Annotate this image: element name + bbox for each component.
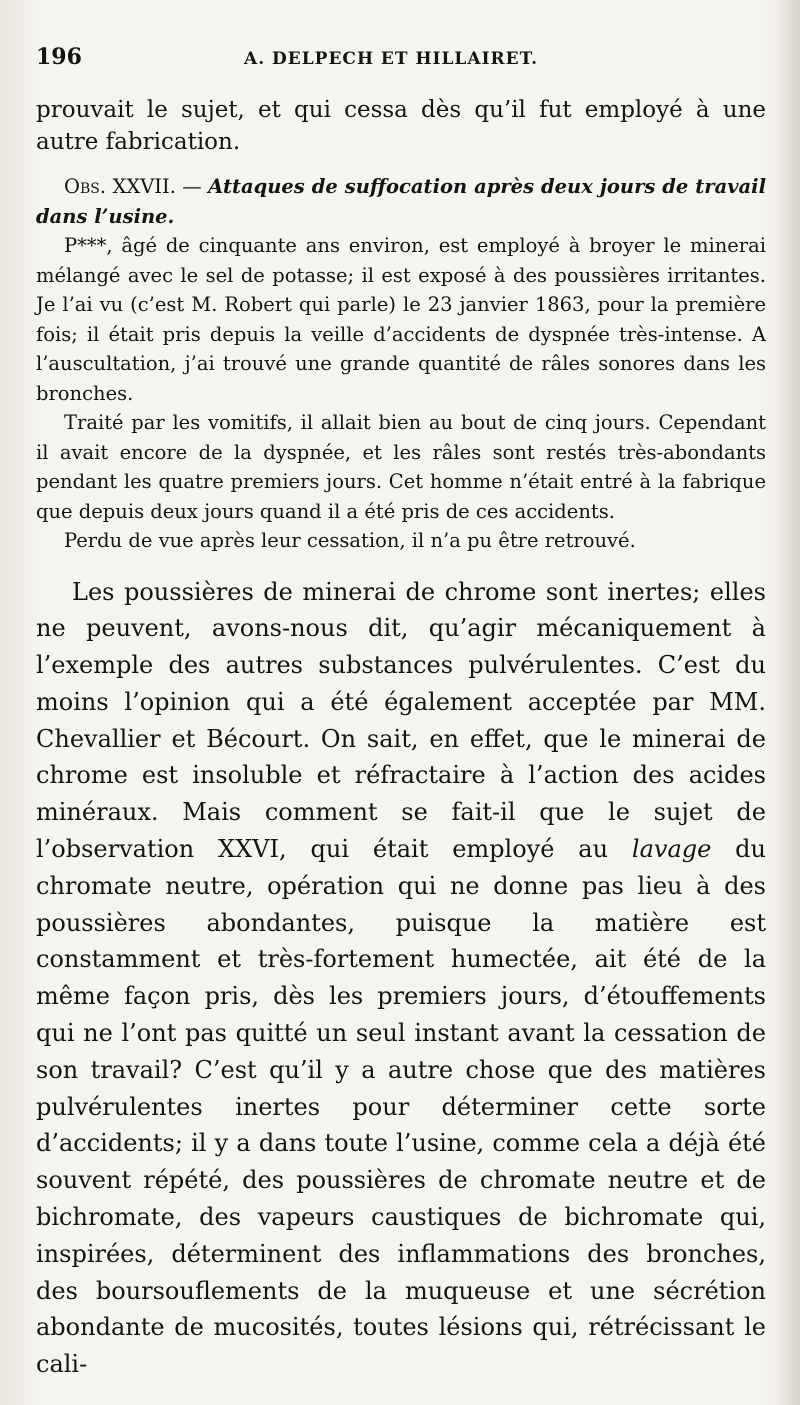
discussion-text-part-2: du chromate neutre, opération qui ne donne pas lieu à des poussières abondantes, puisque la matière est constamment et très-fortement humectée, ait été de la même façon pris, dès les premiers jours, d’étouffements qui ne l’ont pas quitté un seul instant avant la cessation de son travail? C’est qu’il y a autre chose que des matières pulvérulentes inertes pour déterminer cette sorte d’accidents; il y a dans toute l’usine, comme cela a déjà été souvent répété, des poussières de chromate neutre et de bichromate, des vapeurs caustiques de bichromate qui, inspirées, déterminent des inflammations des bronches, des boursouflements de la muqueuse et une sécrétion abondante de mucosités, toutes lésions qui, rétrécissant le cali- (36, 835, 767, 1379)
observation-label: Obs. XXVII. (64, 175, 176, 198)
section-gap (36, 556, 766, 574)
observation-paragraph-2: Traité par les vomitifs, il allait bien au bout de cinq jours. Cependant il avait encore de la dyspnée, et les râles sont restés très-abondants pendant les quatre premiers jours. Cet homme n’était entré à la fabrique que depuis deux jours quand il a été pris de ces accidents. (36, 411, 766, 523)
discussion-paragraph (36, 574, 766, 1384)
observation-block (36, 172, 766, 556)
running-head: A. DELPECH ET HILLAIRET. (244, 49, 538, 69)
page-header (36, 44, 766, 88)
observation-paragraph-1: P***, âgé de cinquante ans environ, est employé à broyer le minerai mélangé avec le sel de potasse; il est exposé à des poussières irritantes. Je l’ai vu (c’est M. Robert qui parle) le 23 janvier 1863, pour la première fois; il était pris depuis la veille d’accidents de dyspnée très-intense. A l’auscultation, j’ai trouvé une grande quantité de râles sonores dans les bronches. (36, 234, 766, 405)
continued-paragraph: prouvait le sujet, et qui cessa dès qu’il fut employé à une autre fabrication. (36, 97, 766, 155)
observation-heading (36, 172, 766, 231)
observation-title: Attaques de suffocation après deux jours de travail dans l’usine. (36, 175, 766, 228)
page-edge-shadow (778, 0, 800, 1405)
discussion-text-part-1: Les poussières de minerai de chrome sont inertes; elles ne peuvent, avons-nous dit, qu’agir mécaniquement à l’exemple des autres substances pulvérulentes. C’est du moins l’opinion qui a été également acceptée par MM. Chevallier et Bécourt. On sait, en effet, que le minerai de chrome est insoluble et réfractaire à l’action des acides minéraux. Mais comment se fait-il que le sujet de l’observation XXVI, qui était employé au (36, 577, 766, 864)
discussion-emphasis: lavage (631, 835, 712, 864)
observation-paragraph-3: Perdu de vue après leur cessation, il n’a pu être retrouvé. (64, 529, 636, 552)
page-number: 196 (36, 44, 82, 70)
observation-dash: — (175, 175, 209, 198)
